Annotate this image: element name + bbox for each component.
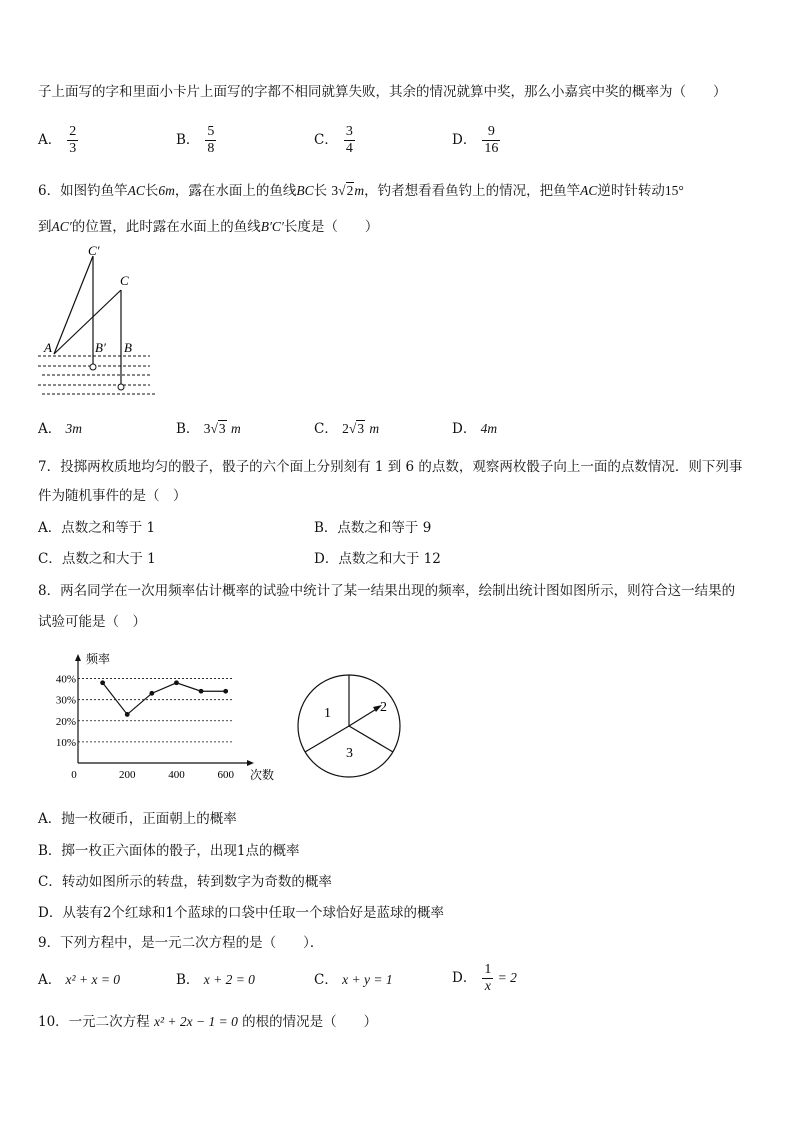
spinner-label-1: 1 bbox=[324, 706, 331, 721]
frequency-point bbox=[100, 680, 105, 685]
y-tick-label: 20% bbox=[55, 715, 76, 728]
fishing-rod-figure bbox=[32, 242, 162, 402]
q7-option-b[interactable]: B．点数之和等于 9 bbox=[314, 520, 432, 536]
spinner-label-2: 2 bbox=[380, 700, 387, 715]
y-tick-label: 10% bbox=[55, 736, 76, 749]
x-axis-title: 次数 bbox=[250, 768, 275, 782]
q6-option-a[interactable]: A． 3m bbox=[38, 421, 83, 437]
spinner-figure bbox=[296, 673, 406, 783]
fraction: $\frac{5}{8}$ bbox=[207, 124, 215, 156]
frequency-point bbox=[223, 689, 228, 694]
fraction: $\frac{3}{4}$ bbox=[345, 124, 353, 156]
x-axis-arrow bbox=[247, 760, 254, 766]
x-tick-label: 0 bbox=[71, 769, 77, 781]
q5-option-b[interactable]: B． $\frac{5}{8}$ bbox=[176, 124, 215, 156]
q7-option-a[interactable]: A．点数之和等于 1 bbox=[38, 520, 156, 536]
label-c-prime: C′ bbox=[88, 243, 100, 258]
q8-stem-line2: 试验可能是（ ） bbox=[38, 614, 146, 630]
frequency-point bbox=[199, 689, 204, 694]
y-tick-label: 30% bbox=[55, 694, 76, 707]
spinner-label-3: 3 bbox=[346, 746, 353, 761]
q7-option-c[interactable]: C．点数之和大于 1 bbox=[38, 551, 156, 567]
q8-option-b[interactable]: B．掷一枚正六面体的骰子，出现1点的概率 bbox=[38, 843, 300, 859]
x-tick-label: 400 bbox=[168, 769, 185, 781]
q6-option-c[interactable]: C． 2√3 m bbox=[314, 421, 380, 437]
q8-stem-line1: 8．两名同学在一次用频率估计概率的试验中统计了某一结果出现的频率，绘制出统计图如图所示，则符合这一结果的 bbox=[38, 583, 736, 599]
y-axis-title: 频率 bbox=[86, 652, 111, 666]
q7-stem-line1: 7．投掷两枚质地均匀的骰子，骰子的六个面上分别刻有 1 到 6 的点数，观察两枚骰子向上一面的点数情况．则下列事 bbox=[38, 459, 743, 475]
x-tick-label: 600 bbox=[217, 769, 234, 781]
q10-stem: 10．一元二次方程 x² + 2x − 1 = 0 的根的情况是（ ） bbox=[38, 1014, 378, 1030]
fraction: $\frac{1}{x}$ bbox=[484, 962, 492, 994]
q6-stem-line2: 到AC′的位置，此时露在水面上的鱼线B′C′长度是（ ） bbox=[38, 219, 379, 235]
q5-option-c[interactable]: C． $\frac{3}{4}$ bbox=[314, 124, 353, 156]
frequency-series-line bbox=[103, 683, 226, 715]
label-a: A bbox=[44, 340, 52, 355]
label-b-prime: B′ bbox=[95, 340, 106, 355]
q9-option-b[interactable]: B． x + 2 = 0 bbox=[176, 972, 255, 988]
frequency-point bbox=[149, 691, 154, 696]
q6-option-d[interactable]: D． 4m bbox=[452, 421, 498, 437]
q5-option-a[interactable]: A． $\frac{2}{3}$ bbox=[38, 124, 77, 156]
fraction: $\frac{2}{3}$ bbox=[69, 124, 77, 156]
q6-option-b[interactable]: B． 3√3 m bbox=[176, 421, 241, 437]
q7-stem-line2: 件为随机事件的是（ ） bbox=[38, 488, 187, 504]
frequency-line-chart bbox=[40, 645, 275, 785]
q9-option-a[interactable]: A． x² + x = 0 bbox=[38, 972, 121, 988]
fraction: $\frac{9}{16}$ bbox=[484, 124, 499, 156]
q6-stem-line1: 6．如图钓鱼竿AC长6m，露在水面上的鱼线BC长 3√2m，钓者想看看鱼钓上的情况，把鱼竿AC逆时针转动15° bbox=[38, 183, 684, 199]
frequency-point bbox=[125, 712, 130, 717]
q9-option-c[interactable]: C． x + y = 1 bbox=[314, 972, 393, 988]
q8-option-c[interactable]: C．转动如图所示的转盘，转到数字为奇数的概率 bbox=[38, 874, 332, 890]
q8-option-a[interactable]: A．抛一枚硬币，正面朝上的概率 bbox=[38, 811, 237, 827]
y-tick-label: 40% bbox=[55, 673, 76, 686]
frequency-point bbox=[174, 680, 179, 685]
q5-stem-tail: 子上面写的字和里面小卡片上面写的字都不相同就算失败，其余的情况就算中奖，那么小嘉宾中奖的概率为（ ） bbox=[38, 84, 727, 100]
x-tick-label: 200 bbox=[118, 769, 136, 781]
q8-option-d[interactable]: D．从装有2个红球和1个蓝球的口袋中任取一个球恰好是蓝球的概率 bbox=[38, 905, 445, 921]
q5-option-d[interactable]: D． $\frac{9}{16}$ bbox=[452, 124, 499, 156]
q7-option-d[interactable]: D．点数之和大于 12 bbox=[314, 551, 441, 567]
label-c: C bbox=[120, 273, 129, 288]
label-b: B bbox=[124, 340, 132, 355]
q9-option-d[interactable]: D． $\frac{1}{x}$ = 2 bbox=[452, 962, 517, 994]
y-axis-arrow bbox=[75, 654, 81, 661]
q9-stem: 9．下列方程中，是一元二次方程的是（ ）． bbox=[38, 935, 324, 951]
